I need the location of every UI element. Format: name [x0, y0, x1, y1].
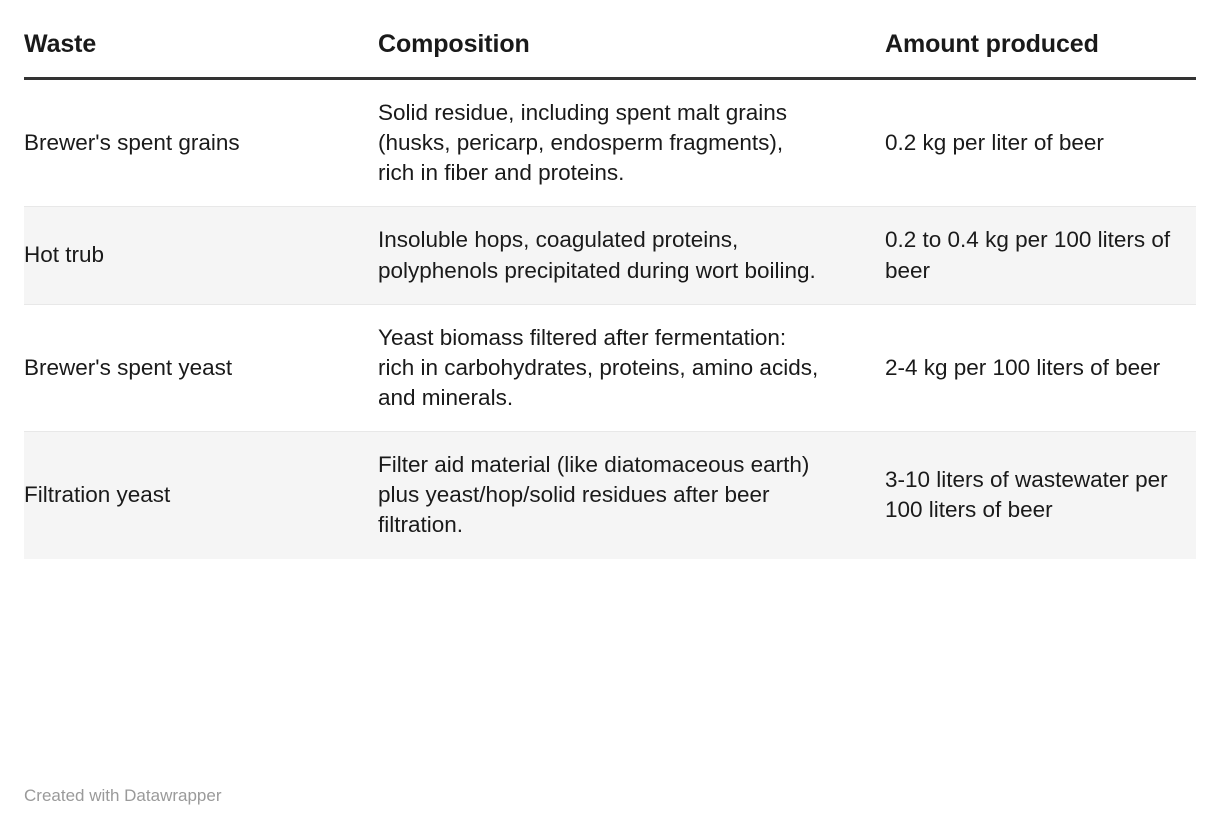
table-row: [24, 207, 1196, 304]
cell-amount: 2-4 kg per 100 liters of beer: [885, 354, 1161, 380]
cell-composition: Yeast biomass filtered after fermentation: rich in carbohydrates, proteins, amino acids, and minerals.: [378, 324, 819, 410]
cell-waste: Brewer's spent grains: [24, 130, 240, 156]
cell-amount: 0.2 to 0.4 kg per 100 liters of beer: [885, 227, 1171, 283]
table-body: [24, 79, 1196, 559]
table-chart-page: [0, 30, 1220, 822]
waste-table: [24, 30, 1196, 559]
cell-composition: Solid residue, including spent malt grains (husks, pericarp, endosperm fragments), rich in fiber and proteins.: [378, 100, 787, 186]
table-header-row: [24, 30, 1196, 79]
cell-composition: Filter aid material (like diatomaceous earth) plus yeast/hop/solid residues after beer filtration.: [378, 452, 810, 538]
table-row: [24, 304, 1196, 431]
cell-amount: 0.2 kg per liter of beer: [885, 130, 1104, 156]
table-row: [24, 432, 1196, 559]
table-row: [24, 79, 1196, 207]
column-header-composition: Composition: [378, 30, 530, 58]
datawrapper-credit[interactable]: Created with Datawrapper: [24, 786, 222, 805]
cell-composition: Insoluble hops, coagulated proteins, polyphenols precipitated during wort boiling.: [378, 227, 816, 283]
cell-waste: Filtration yeast: [24, 482, 171, 508]
table-header: [24, 30, 1196, 79]
column-header-amount: Amount produced: [885, 30, 1099, 58]
column-header-waste: Waste: [24, 30, 97, 58]
cell-waste: Brewer's spent yeast: [24, 354, 233, 380]
cell-waste: Hot trub: [24, 242, 105, 268]
cell-amount: 3-10 liters of wastewater per 100 liters of beer: [885, 467, 1168, 523]
